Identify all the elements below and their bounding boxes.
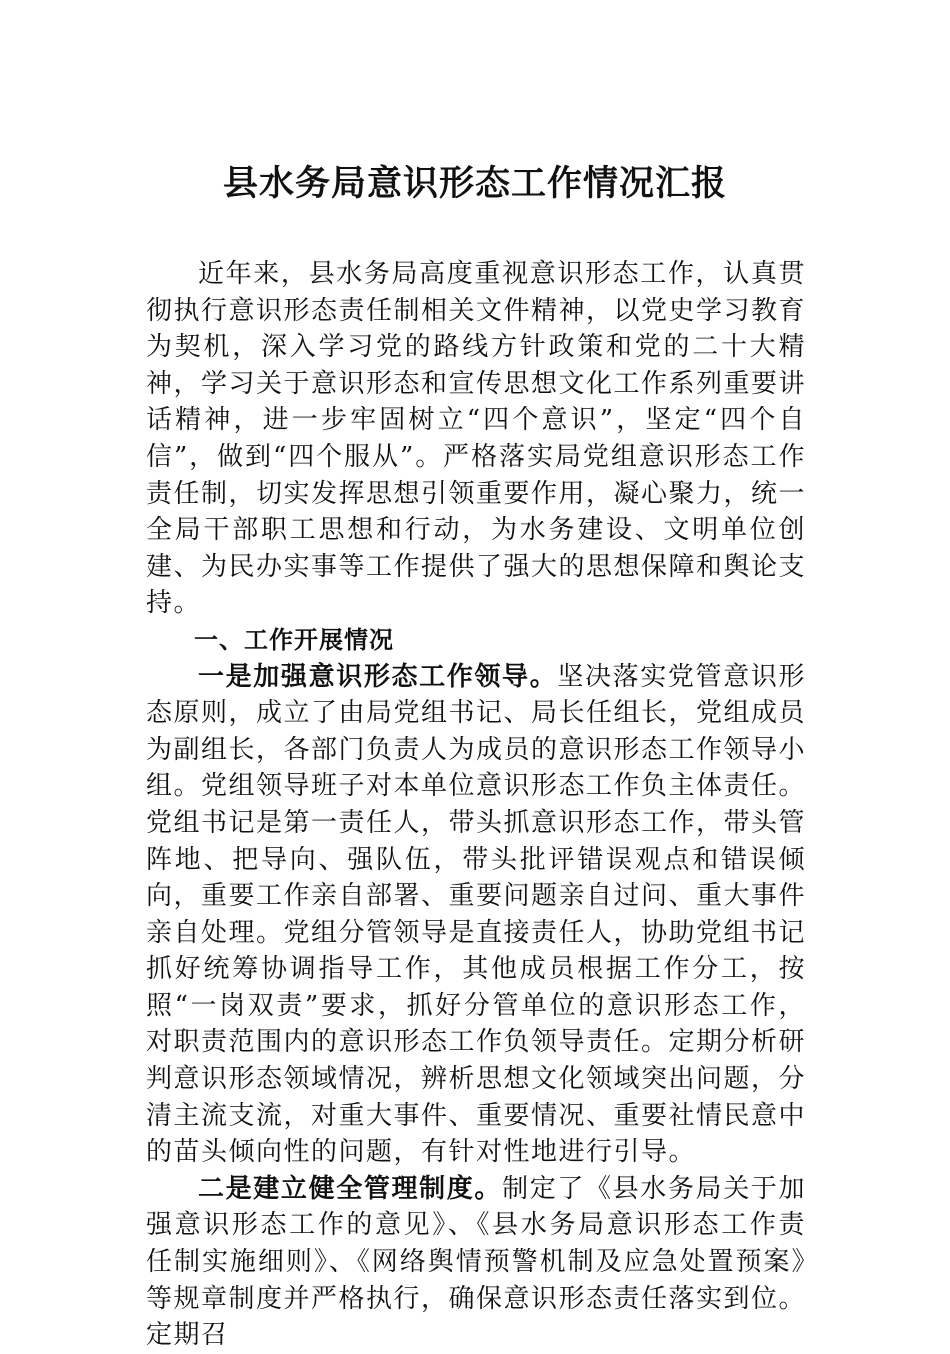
section-heading: 一、工作开展情况 [194, 625, 394, 654]
paragraph-2-body: 制定了《县水务局关于加强意识形态工作的意见》、《县水务局意识形态工作责任制实施细则》、《网络舆情预警机制及应急处置预案》等规章制度并严格执行，确保意识形态责任落实到位。定期召 [146, 1173, 807, 1351]
paragraph-1 [146, 659, 806, 1171]
paragraph-1-lead: 一是加强意识形态工作领导。 [198, 661, 558, 692]
document-body [146, 256, 806, 1354]
paragraph-2 [146, 1171, 806, 1354]
document-title: 县水务局意识形态工作情况汇报 [222, 163, 727, 204]
paragraph-1-body: 坚决落实党管意识形态原则，成立了由局党组书记、局长任组长，党组成员为副组长，各部门负责人为成员的意识形态工作领导小组。党组领导班子对本单位意识形态工作负主体责任。党组书记是第一责任人，带头抓意识形态工作，带头管阵地、把导向、强队伍，带头批评错误观点和错误倾向，重要工作亲自部署、重要问题亲自过问、重大事件亲自处理。党组分管领导是直接责任人，协助党组书记抓好统筹协调指导工作，其他成员根据工作分工，按照“一岗双责”要求，抓好分管单位的意识形态工作，对职责范围内的意识形态工作负领导责任。定期分析研判意识形态领域情况，辨析思想文化领域突出问题，分清主流支流，对重大事件、重要情况、重要社情民意中的苗头倾向性的问题，有针对性地进行引导。 [146, 661, 807, 1168]
intro-paragraph: 近年来，县水务局高度重视意识形态工作，认真贯彻执行意识形态责任制相关文件精神，以党史学习教育为契机，深入学习党的路线方针政策和党的二十大精神，学习关于意识形态和宣传思想文化工作系列重要讲话精神，进一步牢固树立“四个意识”，坚定“四个自信”，做到“四个服从”。严格落实局党组意识形态工作责任制，切实发挥思想引领重要作用，凝心聚力，统一全局干部职工思想和行动，为水务建设、文明单位创建、为民办实事等工作提供了强大的思想保障和舆论支持。 [146, 259, 807, 619]
paragraph-2-lead: 二是建立健全管理制度。 [198, 1173, 503, 1204]
